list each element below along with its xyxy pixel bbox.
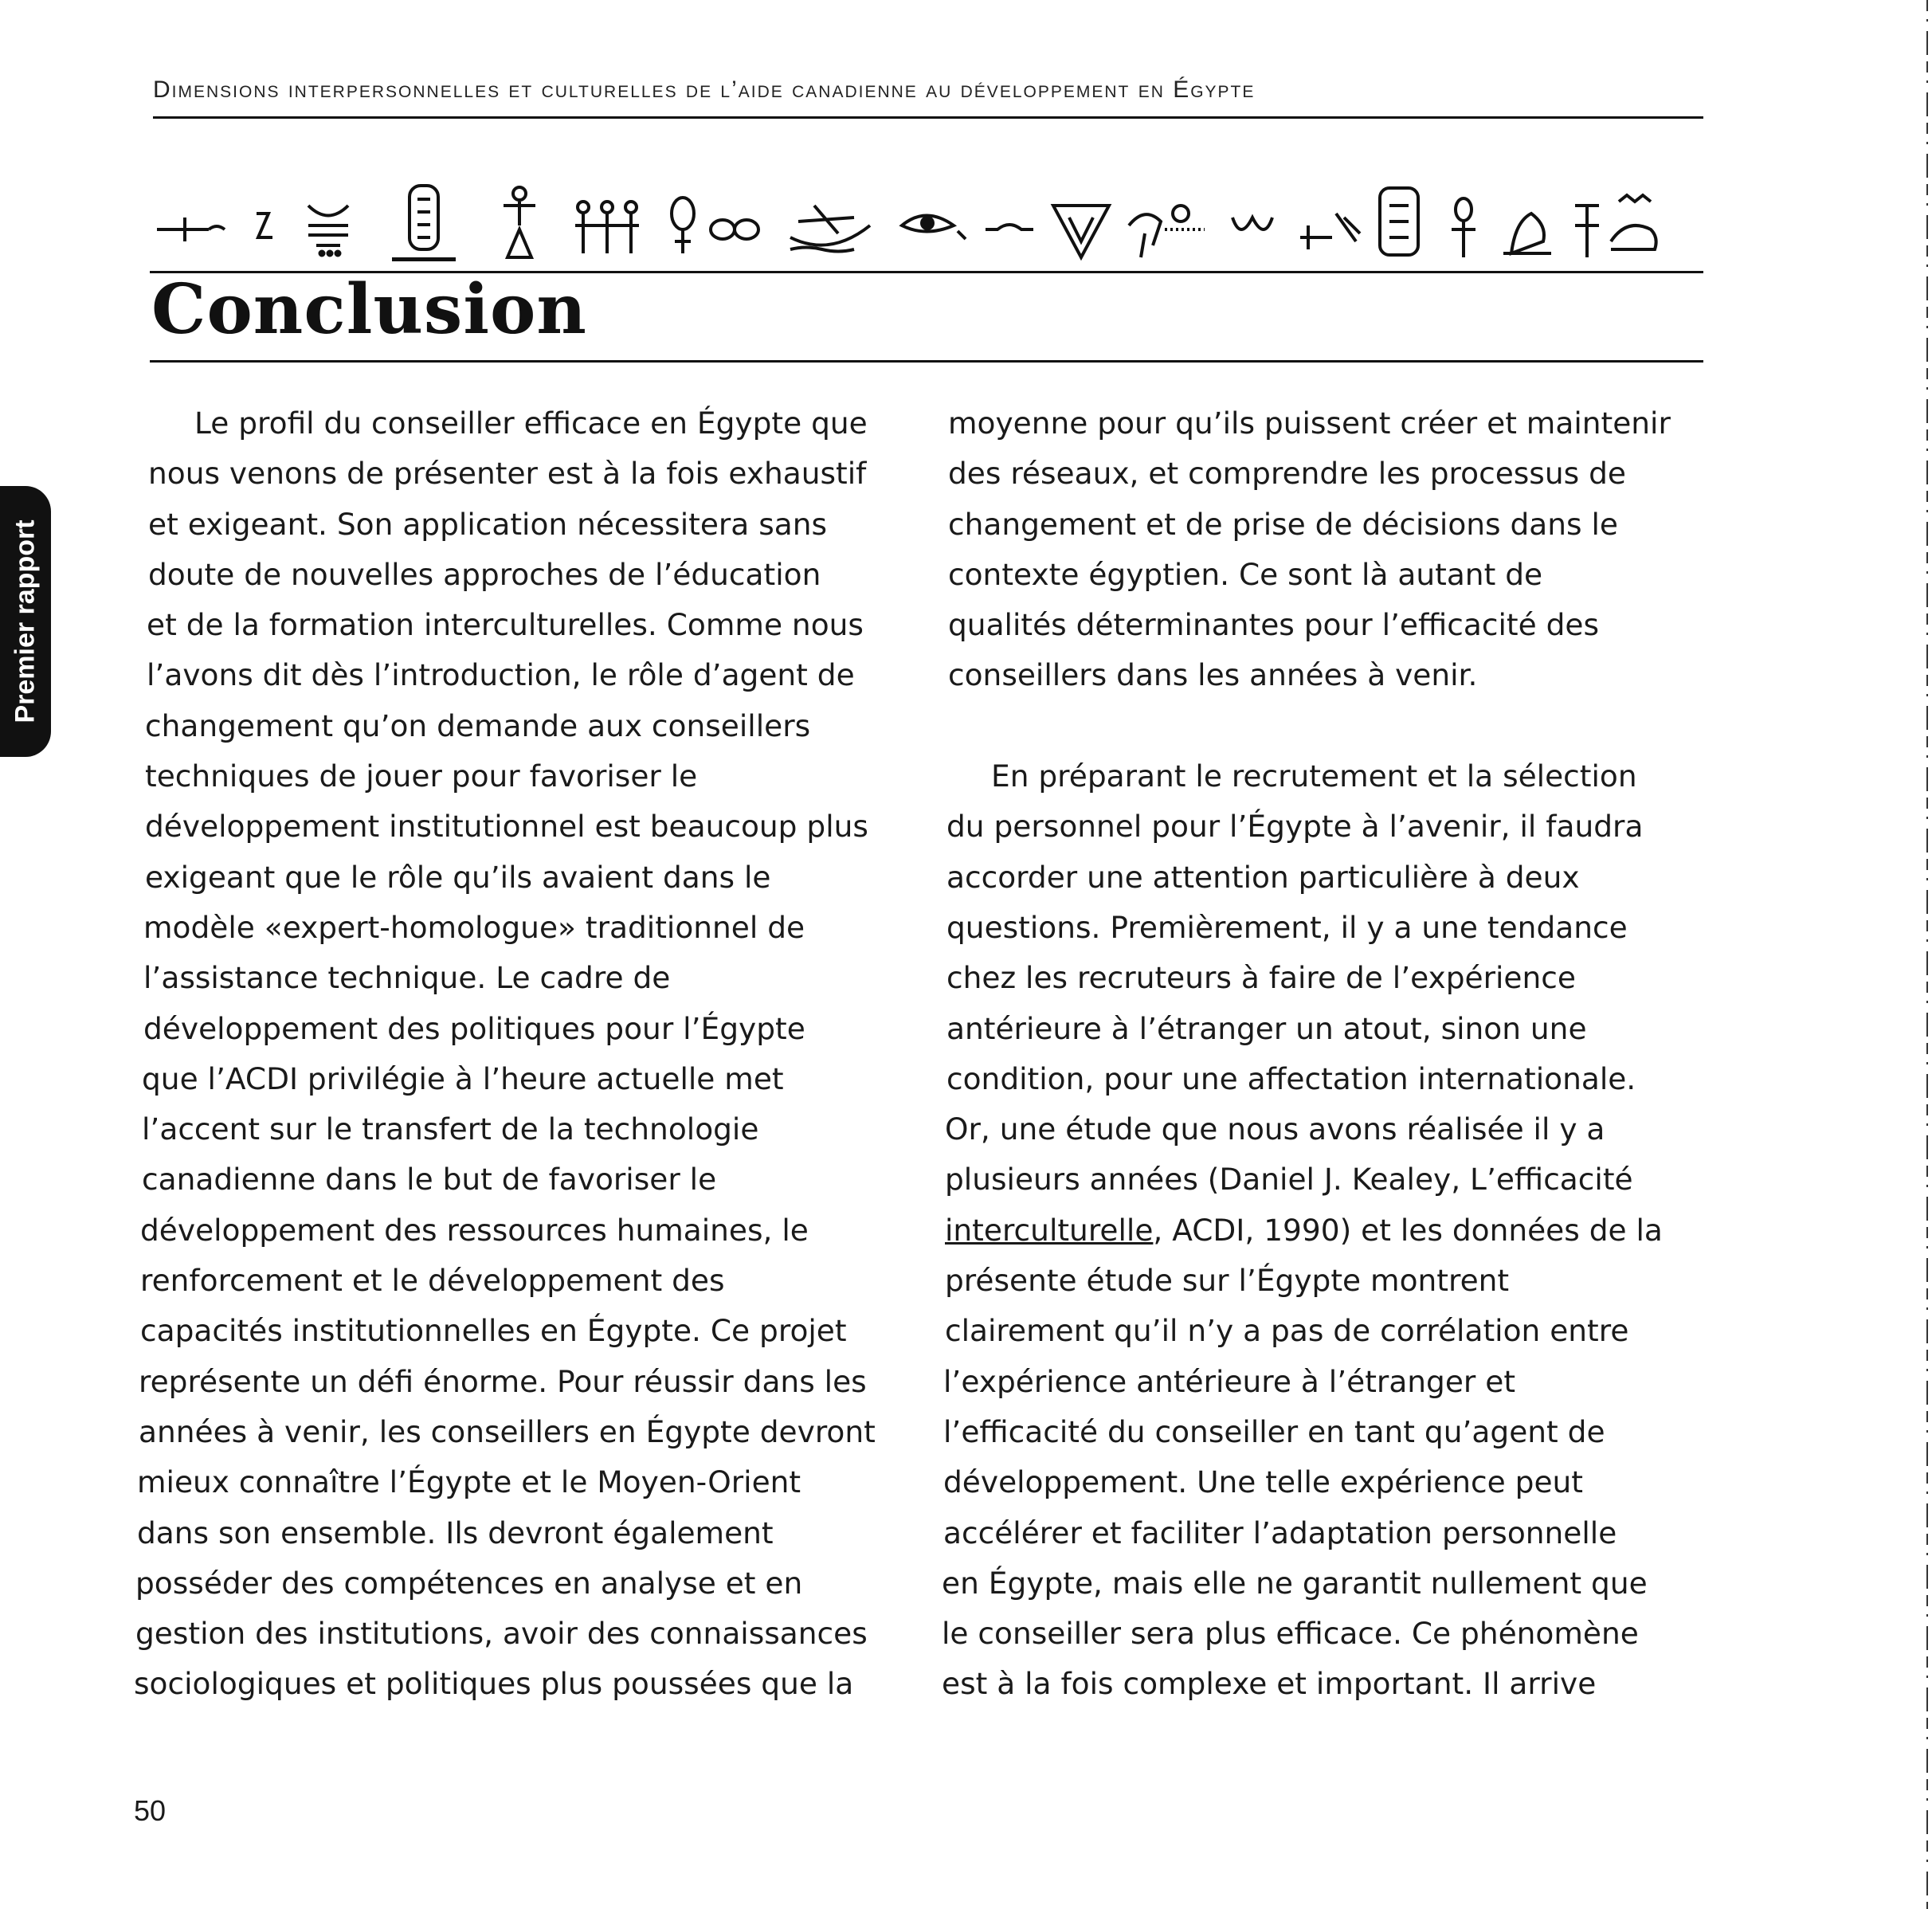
text-line: antérieure à l’étranger un atout, sinon une (946, 1010, 1587, 1046)
text-line: le conseiller sera plus efficace. Ce phénomène (942, 1616, 1639, 1652)
text-line: modèle «expert-homologue» traditionnel de (143, 909, 805, 945)
egyptian-hieroglyph-frieze-icon (153, 182, 1659, 261)
text-line: Le profil du conseiller efficace en Égypte que (194, 406, 868, 441)
text-line: dans son ensemble. Ils devront également (137, 1515, 774, 1550)
text-line: chez les recruteurs à faire de l’expérience (946, 960, 1576, 996)
text-line: qualités déterminantes pour l’efficacité des (948, 607, 1599, 643)
scan-edge-decoration (1922, 0, 1932, 1909)
text-line: changement qu’on demande aux conseillers (145, 708, 811, 743)
text-line: Or, une étude que nous avons réalisée il y a (945, 1111, 1605, 1147)
text-line: l’expérience antérieure à l’étranger et (943, 1363, 1516, 1399)
text-line: renforcement et le développement des (140, 1263, 725, 1299)
text-line: l’efficacité du conseiller en tant qu’agent de (943, 1413, 1605, 1449)
title-bottom-rule (150, 360, 1703, 363)
text-line: est à la fois complexe et important. Il arrive (942, 1666, 1597, 1702)
text-line: développement des politiques pour l’Égypte (143, 1010, 805, 1046)
text-line: l’assistance technique. Le cadre de (143, 960, 671, 996)
text-line: développement institutionnel est beaucoup plus (145, 809, 868, 845)
text-line: sociologiques et politiques plus poussées que la (134, 1666, 854, 1702)
text-line: du personnel pour l’Égypte à l’avenir, il faudra (946, 809, 1644, 845)
text-line: développement des ressources humaines, le (140, 1212, 809, 1248)
text-line: que l’ACDI privilégie à l’heure actuelle met (142, 1060, 784, 1096)
text-line: capacités institutionnelles en Égypte. Ce projet (140, 1313, 847, 1349)
text-line: des réseaux, et comprendre les processus de (948, 456, 1626, 492)
page-number: 50 (134, 1794, 167, 1827)
text-line: accélérer et faciliter l’adaptation personnelle (943, 1515, 1617, 1550)
page-title: Conclusion (151, 269, 587, 350)
text-line: et de la formation interculturelles. Comme nous (147, 607, 864, 643)
text-line: années à venir, les conseillers en Égypte devront (139, 1413, 876, 1449)
text-line: en Égypte, mais elle ne garantit nullement que (942, 1565, 1648, 1601)
text-line: représente un défi énorme. Pour réussir dans les (139, 1363, 867, 1399)
text-line: canadienne dans le but de favoriser le (142, 1162, 717, 1198)
text-line: condition, pour une affectation internationale. (946, 1060, 1636, 1096)
text-line: et exigeant. Son application nécessitera sans (148, 506, 828, 542)
text-fragment: , ACDI, 1990) et les données de la (1153, 1212, 1663, 1248)
text-line: questions. Premièrement, il y a une tendance (946, 909, 1628, 945)
paragraph-gap (940, 701, 1697, 751)
text-line: développement. Une telle expérience peut (943, 1464, 1584, 1500)
underlined-title: interculturelle (945, 1212, 1154, 1248)
text-line: En préparant le recrutement et la sélection (991, 759, 1637, 794)
header-rule (153, 116, 1703, 119)
running-header: Dimensions interpersonnelles et culturelles de l’aide canadienne au développement en Égypte (153, 76, 1256, 103)
side-tab-label: Premier rapport (10, 519, 41, 723)
text-line (940, 1205, 1697, 1256)
text-line: nous venons de présenter est à la fois exhaustif (148, 456, 867, 492)
text-line: moyenne pour qu’ils puissent créer et maintenir (948, 406, 1671, 441)
text-line: mieux connaître l’Égypte et le Moyen-Orient (137, 1464, 801, 1500)
text-line: présente étude sur l’Égypte montrent (945, 1263, 1510, 1299)
text-line: plusieurs années (Daniel J. Kealey, L’efficacité (945, 1162, 1633, 1198)
text-line: clairement qu’il n’y a pas de corrélation entre (945, 1313, 1629, 1349)
text-line: gestion des institutions, avoir des connaissances (135, 1616, 868, 1652)
text-line: changement et de prise de décisions dans le (948, 506, 1618, 542)
left-column (134, 398, 915, 1710)
text-line: exigeant que le rôle qu’ils avaient dans le (145, 859, 771, 895)
text-line: accorder une attention particulière à deux (946, 859, 1580, 895)
text-line: contexte égyptien. Ce sont là autant de (948, 556, 1543, 592)
text-line: l’avons dit dès l’introduction, le rôle d’agent de (147, 657, 855, 693)
text-line: techniques de jouer pour favoriser le (145, 759, 698, 794)
side-tab (0, 486, 51, 757)
text-line: posséder des compétences en analyse et en (135, 1565, 803, 1601)
text-line: conseillers dans les années à venir. (948, 657, 1478, 693)
text-line: l’accent sur le transfert de la technologie (142, 1111, 759, 1147)
right-column (940, 398, 1697, 1710)
text-line: doute de nouvelles approches de l’éducation (148, 556, 821, 592)
